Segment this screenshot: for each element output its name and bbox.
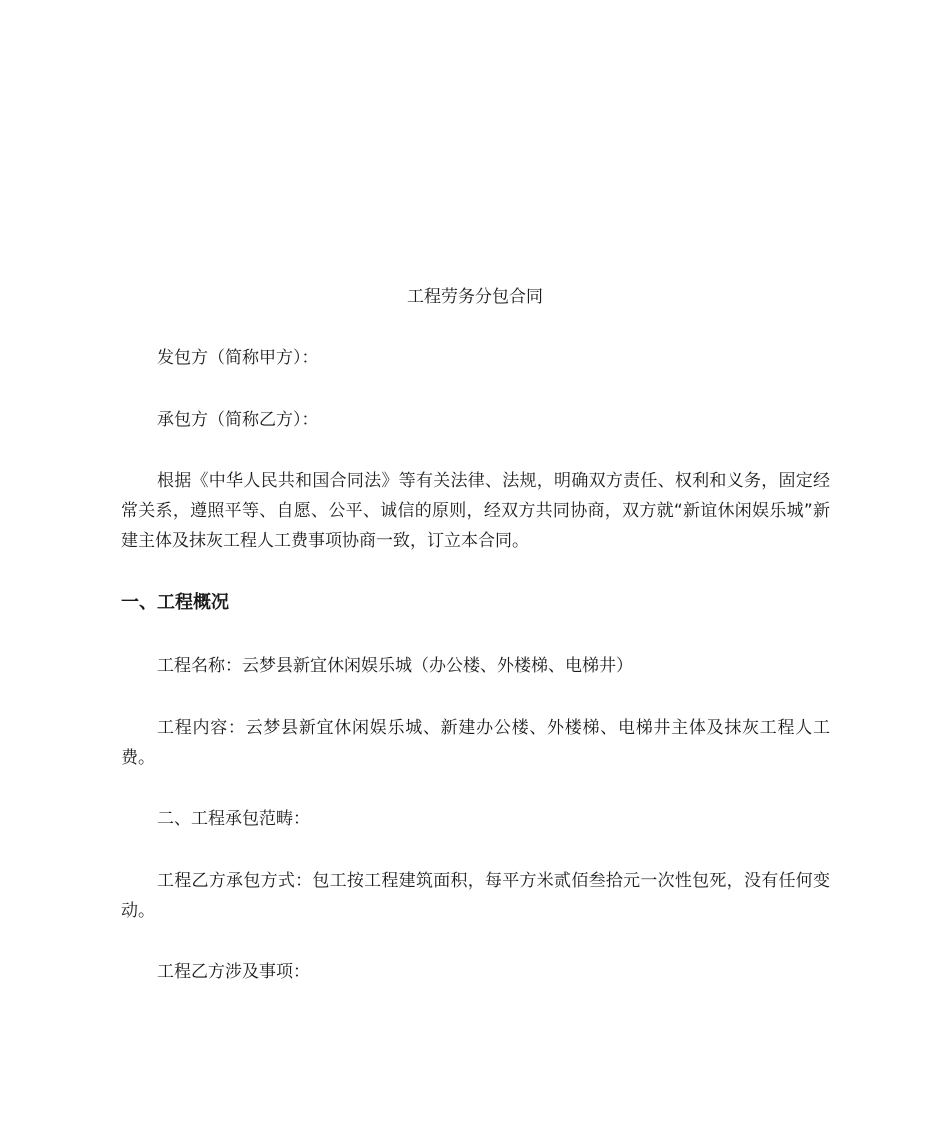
section-2-heading: 二、工程承包范畴： bbox=[157, 809, 310, 829]
party-a-line: 发包方（简称甲方）： bbox=[157, 348, 319, 368]
party-b-line: 承包方（简称乙方）： bbox=[157, 410, 319, 430]
project-content-paragraph: 工程内容：云梦县新宜休闲娱乐城、新建办公楼、外楼梯、电梯井主体及抹灰工程人工费。 bbox=[121, 718, 830, 768]
matters-line: 工程乙方涉及事项： bbox=[157, 962, 310, 982]
section-1-heading: 一、工程概况 bbox=[121, 592, 229, 613]
project-name-line: 工程名称：云梦县新宜休闲娱乐城（办公楼、外楼梯、电梯井） bbox=[157, 656, 633, 676]
document-title: 工程劳务分包合同 bbox=[407, 287, 543, 307]
preamble-paragraph: 根据《中华人民共和国合同法》等有关法律、法规，明确双方责任、权利和义务，固定经常关系，遵照平等、自愿、公平、诚信的原则，经双方共同协商，双方就“新谊休闲娱乐城”新建主体及抹灰工程人工费事项协商一致，订立本合同。 bbox=[121, 471, 830, 551]
contract-method-paragraph: 工程乙方承包方式：包工按工程建筑面积，每平方米贰佰叁拾元一次性包死，没有任何变动。 bbox=[121, 871, 830, 921]
